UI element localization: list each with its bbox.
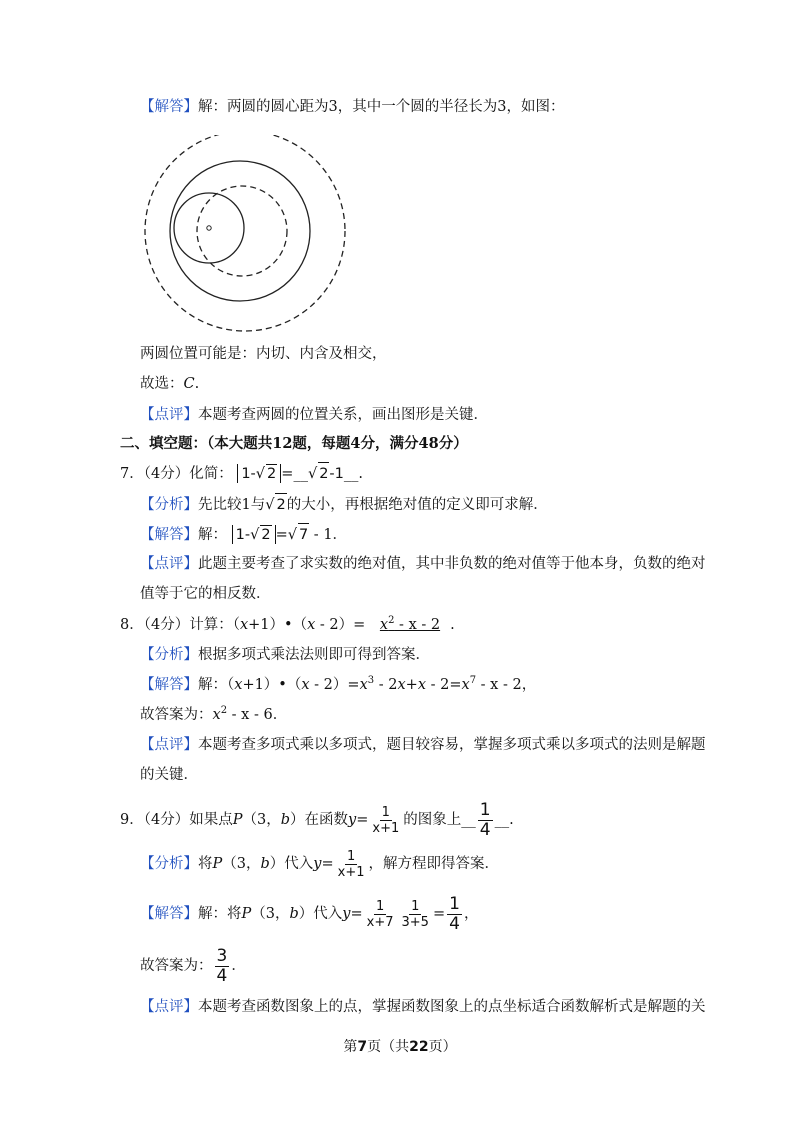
comment-line-1: 本题考查多项式乘以多项式，题目较容易，掌握多项式乘以多项式的法则是解题 — [198, 737, 706, 753]
page-footer — [0, 1036, 800, 1056]
comment-line-2: 的关键． — [140, 767, 198, 783]
var-x: x — [307, 617, 316, 633]
q9-number: 9． — [120, 812, 144, 828]
expr-part: - 2）= — [315, 617, 366, 633]
q7-comment-1 — [140, 553, 706, 575]
answer-rest: - x - 2 — [394, 617, 441, 633]
exponent: 2 — [388, 615, 395, 627]
var-y: y — [348, 812, 357, 828]
fraction-numerator: 1 — [346, 848, 356, 864]
answer-tail: -1 — [329, 466, 344, 482]
analysis-sqrt: √ 2 — [265, 493, 286, 516]
answer-numerator: 1 — [479, 799, 491, 820]
end-mark: ， — [463, 906, 479, 922]
answer-result-tail: - 1． — [309, 527, 348, 543]
answer-tag: 【解答】 — [140, 99, 198, 115]
answer-mid: （3， — [251, 906, 290, 922]
end-mark: ． — [231, 958, 246, 974]
comment-line-2: 值等于它的相反数． — [140, 586, 271, 602]
comment-text: 本题考查函数图象上的点，掌握函数图象上的点坐标适合函数解析式是解题的关 — [198, 999, 706, 1015]
equals: = — [432, 906, 446, 922]
q8-final — [140, 704, 287, 726]
analysis-tag: 【分析】 — [140, 497, 198, 513]
var-y: y — [313, 856, 322, 872]
equals: = — [321, 856, 334, 872]
question-tail: 的图象上 — [403, 812, 462, 828]
answer-fraction-1 — [365, 899, 396, 930]
large-solid-circle — [170, 161, 310, 301]
q8-comment-1 — [140, 734, 706, 756]
answer-fraction-2 — [400, 899, 431, 930]
fraction-numerator: 1 — [375, 898, 385, 914]
answer-fraction — [478, 801, 493, 840]
expr-part: 解：（ — [198, 677, 235, 693]
analysis-pre: 先比较1与 — [198, 497, 266, 513]
answer-result-radicand: 7 — [298, 523, 309, 546]
answer-tag: 【解答】 — [140, 906, 198, 922]
answer-sqrt: √ 2 — [308, 462, 329, 485]
final-denominator: 4 — [216, 965, 228, 986]
comment-tag: 【点评】 — [140, 407, 198, 423]
exponent: 3 — [367, 675, 375, 687]
fraction-denominator: 4 — [449, 913, 460, 934]
answer-abs-sqrt: √ 2 — [250, 527, 271, 543]
var-b: b — [289, 906, 299, 922]
section-title — [120, 433, 468, 455]
point-p: P — [241, 906, 252, 922]
q6-choice-line — [140, 373, 199, 395]
answer-pre: 解： — [198, 527, 227, 543]
q7-question — [120, 462, 363, 485]
end-mark: . — [358, 466, 363, 482]
final-pre: 故答案为： — [140, 958, 213, 974]
var-x: x — [359, 677, 368, 693]
var-x: x — [461, 677, 470, 693]
answer-fraction-3 — [447, 895, 462, 934]
answer-pre: 解：将 — [198, 906, 242, 922]
q9-points: （4分）如果点 — [143, 812, 233, 828]
q8-points: （4分）计算：（ — [143, 617, 240, 633]
fraction-numerator: 1 — [449, 893, 460, 914]
q6-answer-line — [140, 96, 564, 118]
expr-part: + — [405, 677, 418, 693]
var-x: x — [301, 677, 310, 693]
expr-part: - 2 — [374, 677, 398, 693]
fraction-numerator: 1 — [411, 898, 420, 914]
answer-denominator: 4 — [479, 819, 491, 840]
var-x: x — [239, 617, 249, 633]
answer-abs — [232, 525, 276, 544]
comment-line-1: 此题主要考查了求实数的绝对值，其中非负数的绝对值等于他本身，负数的绝对 — [198, 556, 706, 572]
exponent: 7 — [469, 675, 477, 687]
answer-tag: 【解答】 — [140, 677, 198, 693]
var-x: x — [234, 677, 243, 693]
analysis-tag: 【分析】 — [140, 647, 198, 663]
answer-text: 解：两圆的圆心距为3，其中一个圆的半径长为3，如图： — [198, 99, 565, 115]
fraction-denominator: x+7 — [366, 914, 394, 930]
q8-number: 8． — [120, 617, 144, 633]
final-pre: 故答案为： — [140, 707, 213, 723]
footer-post: 页） — [428, 1039, 457, 1055]
q6-result-line — [140, 343, 387, 365]
final-rest: - x - 6． — [227, 707, 288, 723]
q6-comment-line — [140, 404, 488, 426]
point-p: P — [212, 856, 223, 872]
choice-letter: C — [183, 376, 195, 392]
answer-tag: 【解答】 — [140, 527, 198, 543]
var-b: b — [260, 856, 270, 872]
comment-tag: 【点评】 — [140, 737, 198, 753]
equals: = — [281, 466, 294, 482]
answer-result-sqrt: √ 7 — [288, 523, 309, 546]
blank-left: __ — [461, 812, 476, 828]
footer-mid: 页（共 — [367, 1039, 410, 1055]
end-mark: . — [450, 617, 455, 633]
choice-suffix: . — [194, 376, 200, 392]
analysis-pre: 将 — [198, 856, 213, 872]
q8-question — [120, 614, 455, 636]
radicand: 2 — [267, 466, 277, 482]
abs-left: 1- — [241, 466, 256, 482]
blank-right: __ — [343, 466, 359, 482]
q7-number: 7． — [120, 466, 144, 482]
end-mark: . — [509, 812, 514, 828]
var-b: b — [280, 812, 291, 828]
section-title-text: 二、填空题：（本大题共12题，每题4分，满分48分） — [120, 435, 468, 452]
q7-abs-expression — [237, 464, 281, 483]
var-x: x — [212, 707, 221, 723]
var-x: x — [397, 677, 406, 693]
analysis-radicand: 2 — [275, 493, 286, 516]
analysis-tag: 【分析】 — [140, 856, 198, 872]
small-solid-circle — [174, 193, 244, 263]
fraction-denominator: x+1 — [337, 864, 365, 880]
q9-comment — [140, 996, 706, 1018]
exponent: 2 — [220, 705, 228, 717]
comment-tag: 【点评】 — [140, 556, 198, 572]
answer-post: ）代入 — [298, 906, 343, 922]
q7-answer — [140, 523, 347, 546]
q8-comment-2 — [140, 764, 198, 786]
equals: = — [356, 812, 369, 828]
sqrt-symbol: √ 2 — [255, 466, 277, 482]
analysis-mid: （3， — [222, 856, 261, 872]
fraction-numerator: 1 — [381, 804, 390, 820]
analysis-text: 根据多项式乘法法则即可得到答案． — [198, 647, 430, 663]
blank-right: __ — [494, 812, 510, 828]
page-number: 7 — [357, 1039, 368, 1055]
analysis-fraction — [336, 849, 367, 880]
circles-diagram — [140, 135, 355, 343]
q7-comment-2 — [140, 583, 271, 605]
equals: = — [350, 906, 363, 922]
fraction-denominator: x+1 — [372, 820, 400, 836]
analysis-post: ）代入 — [269, 856, 314, 872]
expr-part: - 2= — [426, 677, 462, 693]
q8-analysis — [140, 644, 430, 666]
coords-pre: （3， — [242, 812, 281, 828]
center-point — [207, 226, 211, 230]
answer-abs-radicand: 2 — [261, 527, 271, 543]
q7-analysis — [140, 493, 548, 516]
comment-text: 本题考查两圆的位置关系，画出图形是关键． — [198, 407, 488, 423]
q7-points: （4分）化简： — [143, 466, 233, 482]
answer-radicand: 2 — [318, 462, 329, 485]
final-numerator: 3 — [216, 945, 228, 966]
var-x: x — [417, 677, 426, 693]
q9-analysis — [140, 844, 499, 884]
expr-part: +1）•（ — [248, 617, 308, 633]
fraction-denominator: 3+5 — [401, 914, 429, 930]
total-pages: 22 — [409, 1039, 429, 1055]
analysis-tail: ，解方程即得答案． — [368, 856, 500, 872]
answer-abs-left: 1- — [235, 527, 251, 543]
expr-part: - 2）= — [309, 677, 360, 693]
q9-answer — [140, 894, 478, 934]
footer-pre: 第 — [343, 1039, 358, 1055]
q8-answer-blank — [370, 617, 450, 633]
analysis-post: 的大小，再根据绝对值的定义即可求解． — [286, 497, 548, 513]
expr-part: - x - 2， — [476, 677, 537, 693]
result-text: 两圆位置可能是：内切、内含及相交， — [140, 346, 387, 362]
var-x: x — [379, 617, 389, 633]
q9-final — [140, 946, 246, 986]
coords-post: ）在函数 — [290, 812, 349, 828]
var-y: y — [342, 906, 351, 922]
blank-left: __ — [293, 466, 308, 482]
function-fraction — [370, 805, 401, 836]
expr-part: +1）•（ — [242, 677, 302, 693]
final-fraction — [215, 947, 230, 986]
q8-answer — [140, 674, 536, 696]
q9-question — [120, 800, 514, 840]
point-p: P — [232, 812, 243, 828]
comment-tag: 【点评】 — [140, 999, 198, 1015]
choice-prefix: 故选： — [140, 376, 184, 392]
answer-equals: = — [275, 527, 288, 543]
